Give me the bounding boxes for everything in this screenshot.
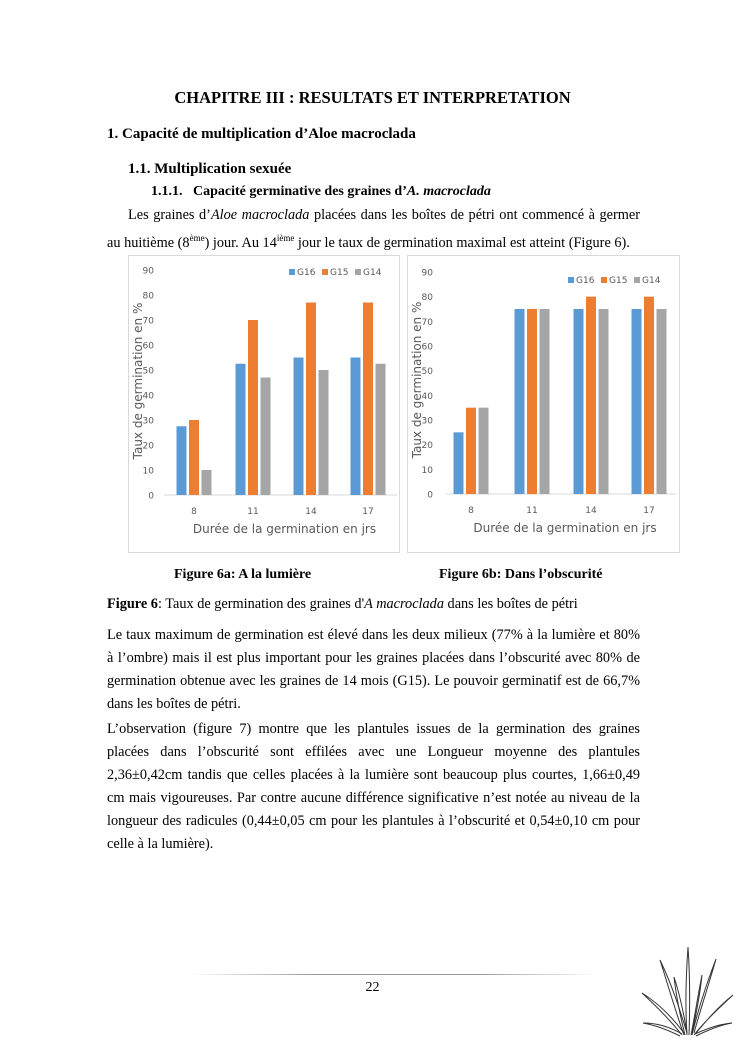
section-heading-1-1: 1.1. Multiplication sexuée xyxy=(128,161,292,177)
chapter-title: CHAPITRE III : RESULTATS ET INTERPRETATION xyxy=(174,88,571,107)
observation-paragraph: L’observation (figure 7) montre que les plantules issues de la germination des graines placées dans l’obscurité sont effilées avec une Longueur moyenne des plantules 2,36±0,42cm tandis que celles placées à la lumière sont beaucoup plus courtes, 1,66±0,49 cm mais vigoureuses. Par contre aucune différence significative n’est notée au niveau de la longueur des radicules (0,44±0,05 cm pour les plantules à l’obscurité et 0,54±0,10 cm pour celle à la lumière). xyxy=(107,721,640,852)
bar-g15-11 xyxy=(248,320,258,495)
intro-paragraph xyxy=(107,204,640,255)
bar-g14-11 xyxy=(540,309,550,494)
legend-label: G16 xyxy=(576,276,595,286)
y-tick-label: 80 xyxy=(142,291,154,302)
x-tick-label: 11 xyxy=(247,507,259,517)
bar-g14-17 xyxy=(376,364,386,495)
y-tick-label: 30 xyxy=(142,416,154,427)
y-tick-label: 80 xyxy=(421,293,433,304)
chart-svg xyxy=(408,256,681,554)
bar-g15-14 xyxy=(586,297,596,494)
legend-label: G14 xyxy=(642,276,661,286)
bar-g15-17 xyxy=(644,297,654,494)
bar-g14-8 xyxy=(202,470,212,495)
text: ) jour. Au 14 xyxy=(204,234,277,251)
bar-g14-11 xyxy=(261,378,271,496)
y-tick-label: 60 xyxy=(421,342,433,353)
chart-figure-6b xyxy=(407,255,680,553)
text: placées dans les boîtes de pétri ont commencé à germer au huitième (8 xyxy=(107,207,640,251)
y-axis-title: Taux de germination en % xyxy=(131,302,145,460)
legend-swatch-g14 xyxy=(634,277,640,283)
x-tick-label: 17 xyxy=(362,507,374,517)
chart-svg xyxy=(129,256,401,554)
heading-number: 1.1.1. xyxy=(151,184,183,199)
page-number: 22 xyxy=(365,980,380,995)
bar-g16-11 xyxy=(236,364,246,495)
y-tick-label: 10 xyxy=(142,466,154,477)
bar-g15-17 xyxy=(363,303,373,496)
species-name: A macroclada xyxy=(364,596,444,612)
superscript: ième xyxy=(276,233,295,243)
y-tick-label: 0 xyxy=(148,491,154,502)
superscript: ème xyxy=(189,233,205,243)
figure-6b-caption: Figure 6b: Dans l’obscurité xyxy=(439,567,603,582)
y-tick-label: 0 xyxy=(427,490,433,501)
bar-g14-14 xyxy=(599,309,609,494)
bar-g14-8 xyxy=(479,408,489,494)
bar-g14-14 xyxy=(319,370,329,495)
y-axis-title: Taux de germination en % xyxy=(410,301,424,459)
figure-6a-caption: Figure 6a: A la lumière xyxy=(174,567,312,582)
legend-swatch-g15 xyxy=(601,277,607,283)
legend-label: G15 xyxy=(609,276,628,286)
x-tick-label: 14 xyxy=(585,506,597,516)
y-tick-label: 70 xyxy=(142,316,154,327)
figure-label: Figure 6 xyxy=(107,596,158,612)
bar-g16-14 xyxy=(574,309,584,494)
y-tick-label: 50 xyxy=(142,366,154,377)
y-tick-label: 40 xyxy=(421,391,433,402)
text: dans les boîtes de pétri xyxy=(443,596,578,612)
results-paragraph: Le taux maximum de germination est élevé dans les deux milieux (77% à la lumière et 80% à l’ombre) mais il est plus important pour les graines placées dans l’obscurité avec 80% de germination obtenue avec les graines de 14 mois (G15). Le pouvoir germinatif est de 66,7% dans les boîtes de pétri. xyxy=(107,627,640,712)
species-name: Aloe macroclada xyxy=(210,207,310,223)
x-tick-label: 8 xyxy=(191,507,197,517)
legend-label: G15 xyxy=(330,268,349,278)
bar-g14-17 xyxy=(657,309,667,494)
text: Les graines d’ xyxy=(128,207,211,223)
section-heading-1-1-1 xyxy=(151,184,491,200)
legend-swatch-g15 xyxy=(322,269,328,275)
legend-label: G16 xyxy=(297,268,316,278)
legend-label: G14 xyxy=(363,268,382,278)
x-tick-label: 14 xyxy=(305,507,317,517)
y-tick-label: 30 xyxy=(421,416,433,427)
aloe-plant-icon xyxy=(640,945,735,1040)
bar-g15-14 xyxy=(306,303,316,496)
bar-g16-8 xyxy=(454,432,464,494)
x-axis-title: Durée de la germination en jrs xyxy=(473,521,657,535)
x-axis-title: Durée de la germination en jrs xyxy=(192,522,377,536)
heading-text: Capacité germinative des graines d’ xyxy=(193,184,407,199)
bar-g15-8 xyxy=(189,420,199,495)
x-tick-label: 8 xyxy=(468,506,474,516)
legend-swatch-g16 xyxy=(289,269,295,275)
y-tick-label: 70 xyxy=(421,317,433,328)
y-tick-label: 50 xyxy=(421,367,433,378)
x-tick-label: 11 xyxy=(526,506,538,516)
text: : Taux de germination des graines d' xyxy=(157,596,365,612)
chart-figure-6a xyxy=(128,255,400,553)
x-tick-label: 17 xyxy=(643,506,655,516)
y-tick-label: 20 xyxy=(421,441,433,452)
figure-caption xyxy=(107,593,640,616)
text: jour le taux de germination maximal est atteint (Figure 6). xyxy=(294,234,630,251)
y-tick-label: 10 xyxy=(421,465,433,476)
y-tick-label: 90 xyxy=(421,268,433,279)
bar-g16-8 xyxy=(177,426,187,495)
y-tick-label: 40 xyxy=(142,391,154,402)
y-tick-label: 60 xyxy=(142,341,154,352)
legend-swatch-g16 xyxy=(568,277,574,283)
bar-g15-8 xyxy=(466,408,476,494)
footer-rule xyxy=(190,974,600,975)
bar-g16-17 xyxy=(632,309,642,494)
y-tick-label: 20 xyxy=(142,441,154,452)
bar-g16-14 xyxy=(294,358,304,496)
bar-g15-11 xyxy=(527,309,537,494)
bar-g16-11 xyxy=(515,309,525,494)
section-heading-1: 1. Capacité de multiplication d’Aloe macroclada xyxy=(107,126,416,142)
y-tick-label: 90 xyxy=(142,266,154,277)
bar-g16-17 xyxy=(351,358,361,496)
legend-swatch-g14 xyxy=(355,269,361,275)
heading-species: A. macroclada xyxy=(406,184,491,199)
